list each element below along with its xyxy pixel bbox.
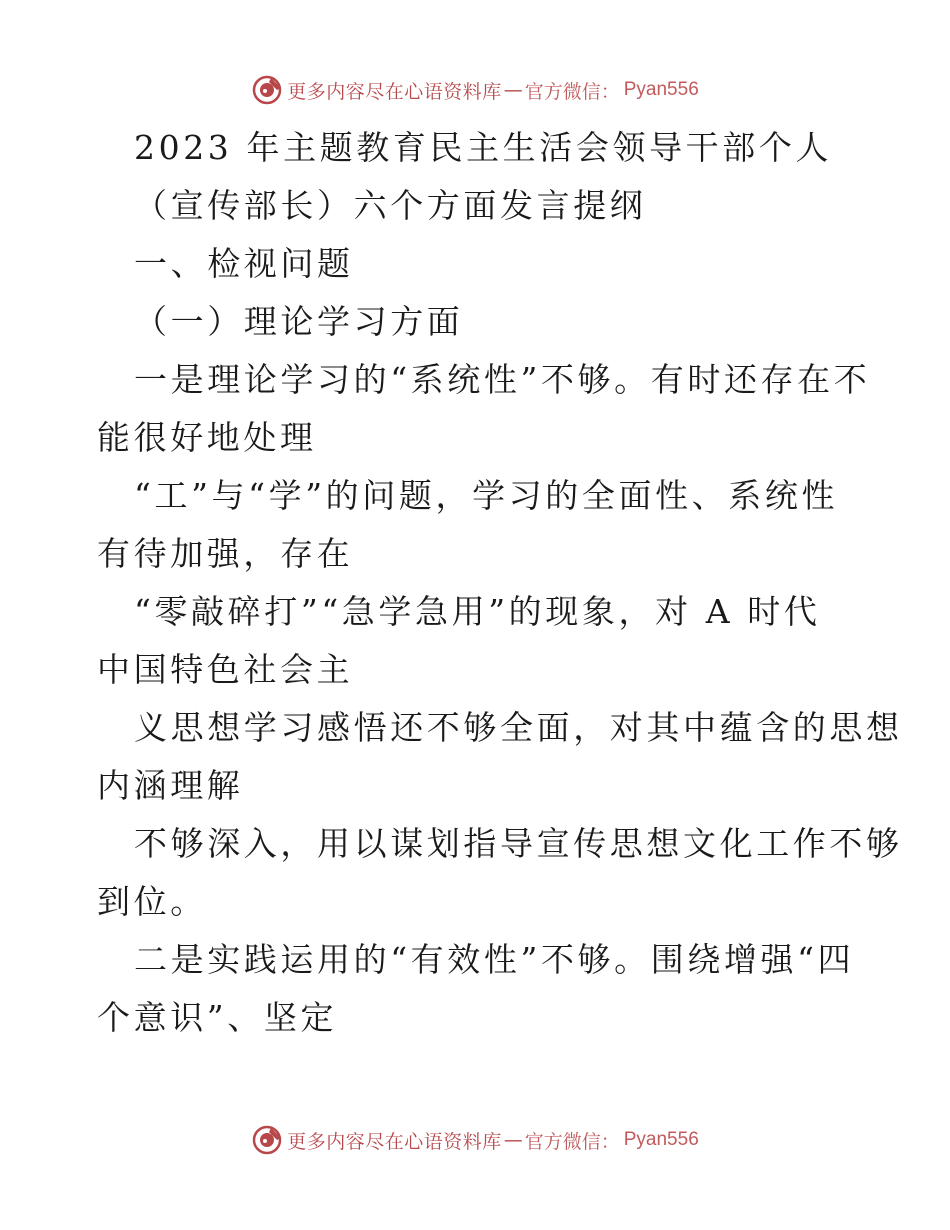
paragraph-line: 一是理论学习的“系统性”不够。有时还存在不 [134,360,871,399]
footer-watermark [0,1120,950,1160]
watermark-official-label: 官方微信： [524,80,620,103]
paragraph-line: “工”与“学”的问题，学习的全面性、系统性 [134,476,839,515]
section-heading: 一、检视问题 [134,244,354,283]
watermark-separator: — [503,1129,523,1151]
watermark-wechat-id: Pyan556 [623,1129,699,1150]
pen-logo-icon [251,1124,283,1156]
paragraph-line: 不够深入，用以谋划指导宣传思想文化工作不够 [134,824,903,863]
paragraph-line: 个意识”、坚定 [97,998,338,1037]
paragraph-line: 有待加强，存在 [97,534,354,573]
header-watermark [0,70,950,110]
paragraph-line: 内涵理解 [97,766,244,805]
watermark-text: 更多内容尽在心语资料库 [287,80,502,103]
watermark-wechat-id: Pyan556 [623,79,699,100]
subsection-heading: （一）理论学习方面 [134,302,464,341]
paragraph-line: 二是实践运用的“有效性”不够。围绕增强“四 [134,940,855,979]
paragraph-line: 中国特色社会主 [97,650,354,689]
watermark-separator: — [503,79,523,101]
paragraph-line: 能很好地处理 [97,418,317,457]
document-title-line-2: （宣传部长）六个方面发言提纲 [134,186,647,225]
document-title-line-1: 2023 年主题教育民主生活会领导干部个人 [134,128,833,167]
watermark-official-label: 官方微信： [524,1130,620,1153]
paragraph-line: “零敲碎打”“急学急用”的现象，对 A 时代 [134,592,821,631]
paragraph-line: 义思想学习感悟还不够全面，对其中蕴含的思想 [134,708,903,747]
pen-logo-icon [251,74,283,106]
paragraph-line: 到位。 [97,882,207,921]
watermark-text: 更多内容尽在心语资料库 [287,1130,502,1153]
